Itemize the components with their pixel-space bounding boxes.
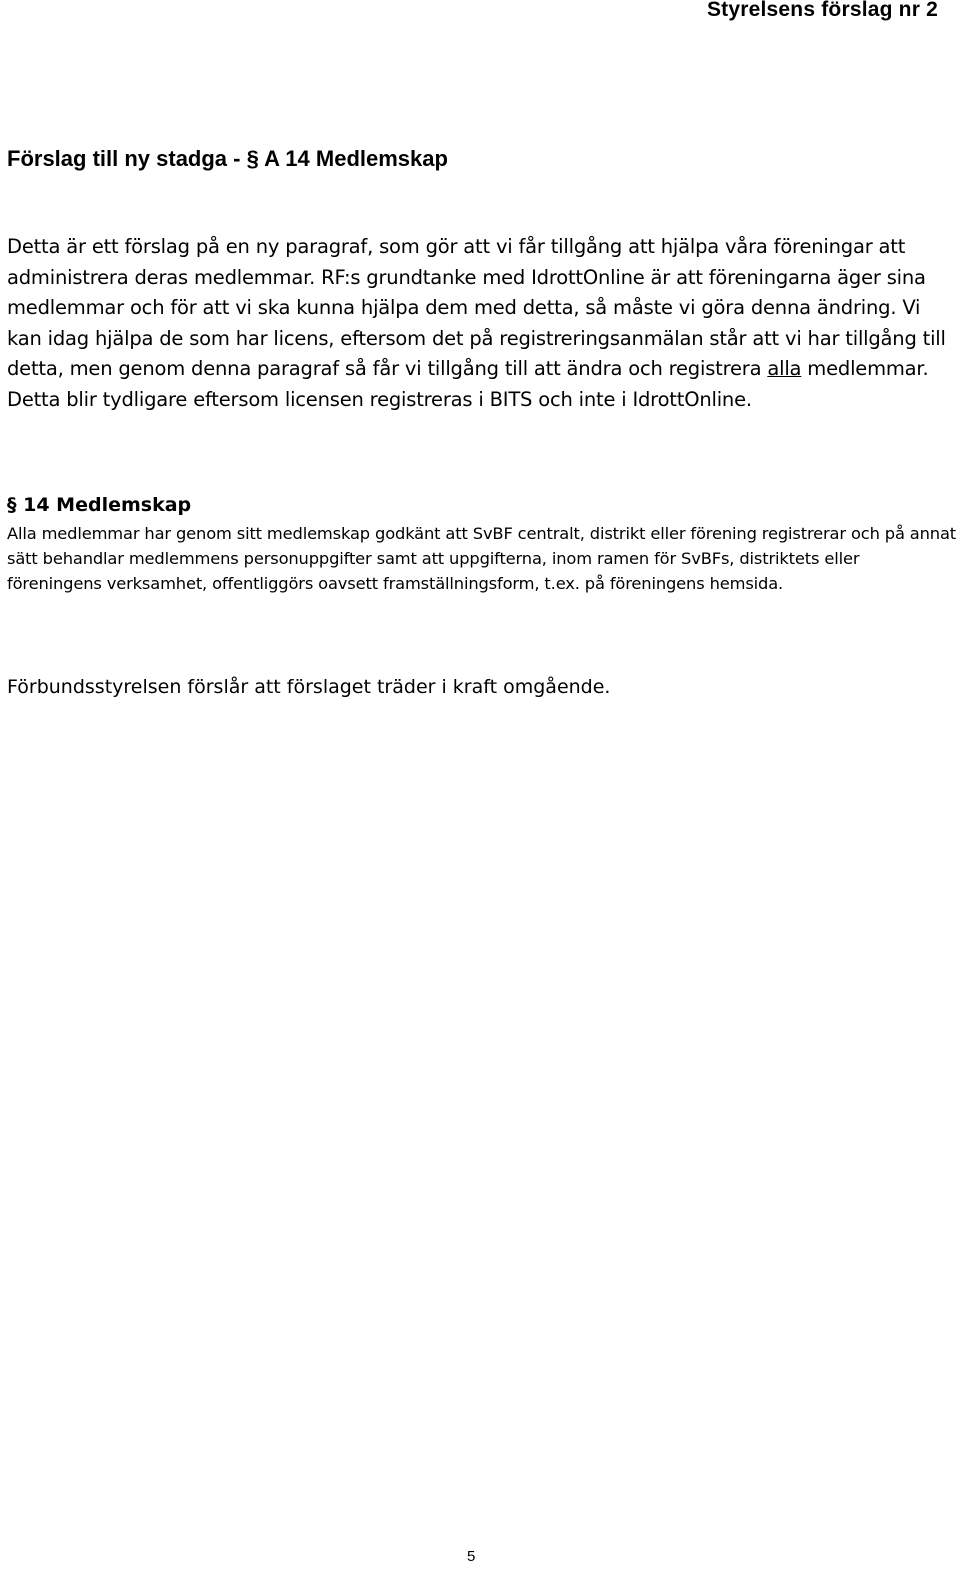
page-number: 5 xyxy=(467,1548,476,1565)
section-body: Alla medlemmar har genom sitt medlemskap godkänt att SvBF centralt, distrikt eller förening registrerar och på annat sätt behandlar medlemmens personuppgifter samt att uppgifterna, inom ramen för SvBFs, distriktets eller föreningens verksamhet, offentliggörs oavsett framställningsform, t.ex. på föreningens hemsida. xyxy=(7,524,957,593)
proposal-label: Styrelsens förslag nr 2 xyxy=(706,0,938,21)
document-title: Förslag till ny stadga - § A 14 Medlemskap xyxy=(7,146,448,171)
section-heading: § 14 Medlemskap xyxy=(7,494,192,516)
intro-text-start: Detta är ett förslag på en ny paragraf, som gör att vi får tillgång att hjälpa våra föreningar att administrera deras medlemmar. RF:s grundtanke med IdrottOnline är att föreningarna äger sina medlemmar och för att vi ska kunna hjälpa dem med detta, så måste vi göra denna ändring. Vi kan idag hjälpa de som har licens, eftersom det på registreringsanmälan står att vi har tillgång till detta, men genom denna paragraf så får vi tillgång till att ändra och registrera xyxy=(7,235,946,380)
intro-text-end: medlemmar. Detta blir tydligare eftersom licensen registreras i BITS och inte i IdrottOnline. xyxy=(7,357,929,411)
intro-underlined-word: alla xyxy=(767,357,802,380)
intro-paragraph xyxy=(7,232,957,415)
closing-statement: Förbundsstyrelsen förslår att förslaget träder i kraft omgående. xyxy=(7,676,611,698)
